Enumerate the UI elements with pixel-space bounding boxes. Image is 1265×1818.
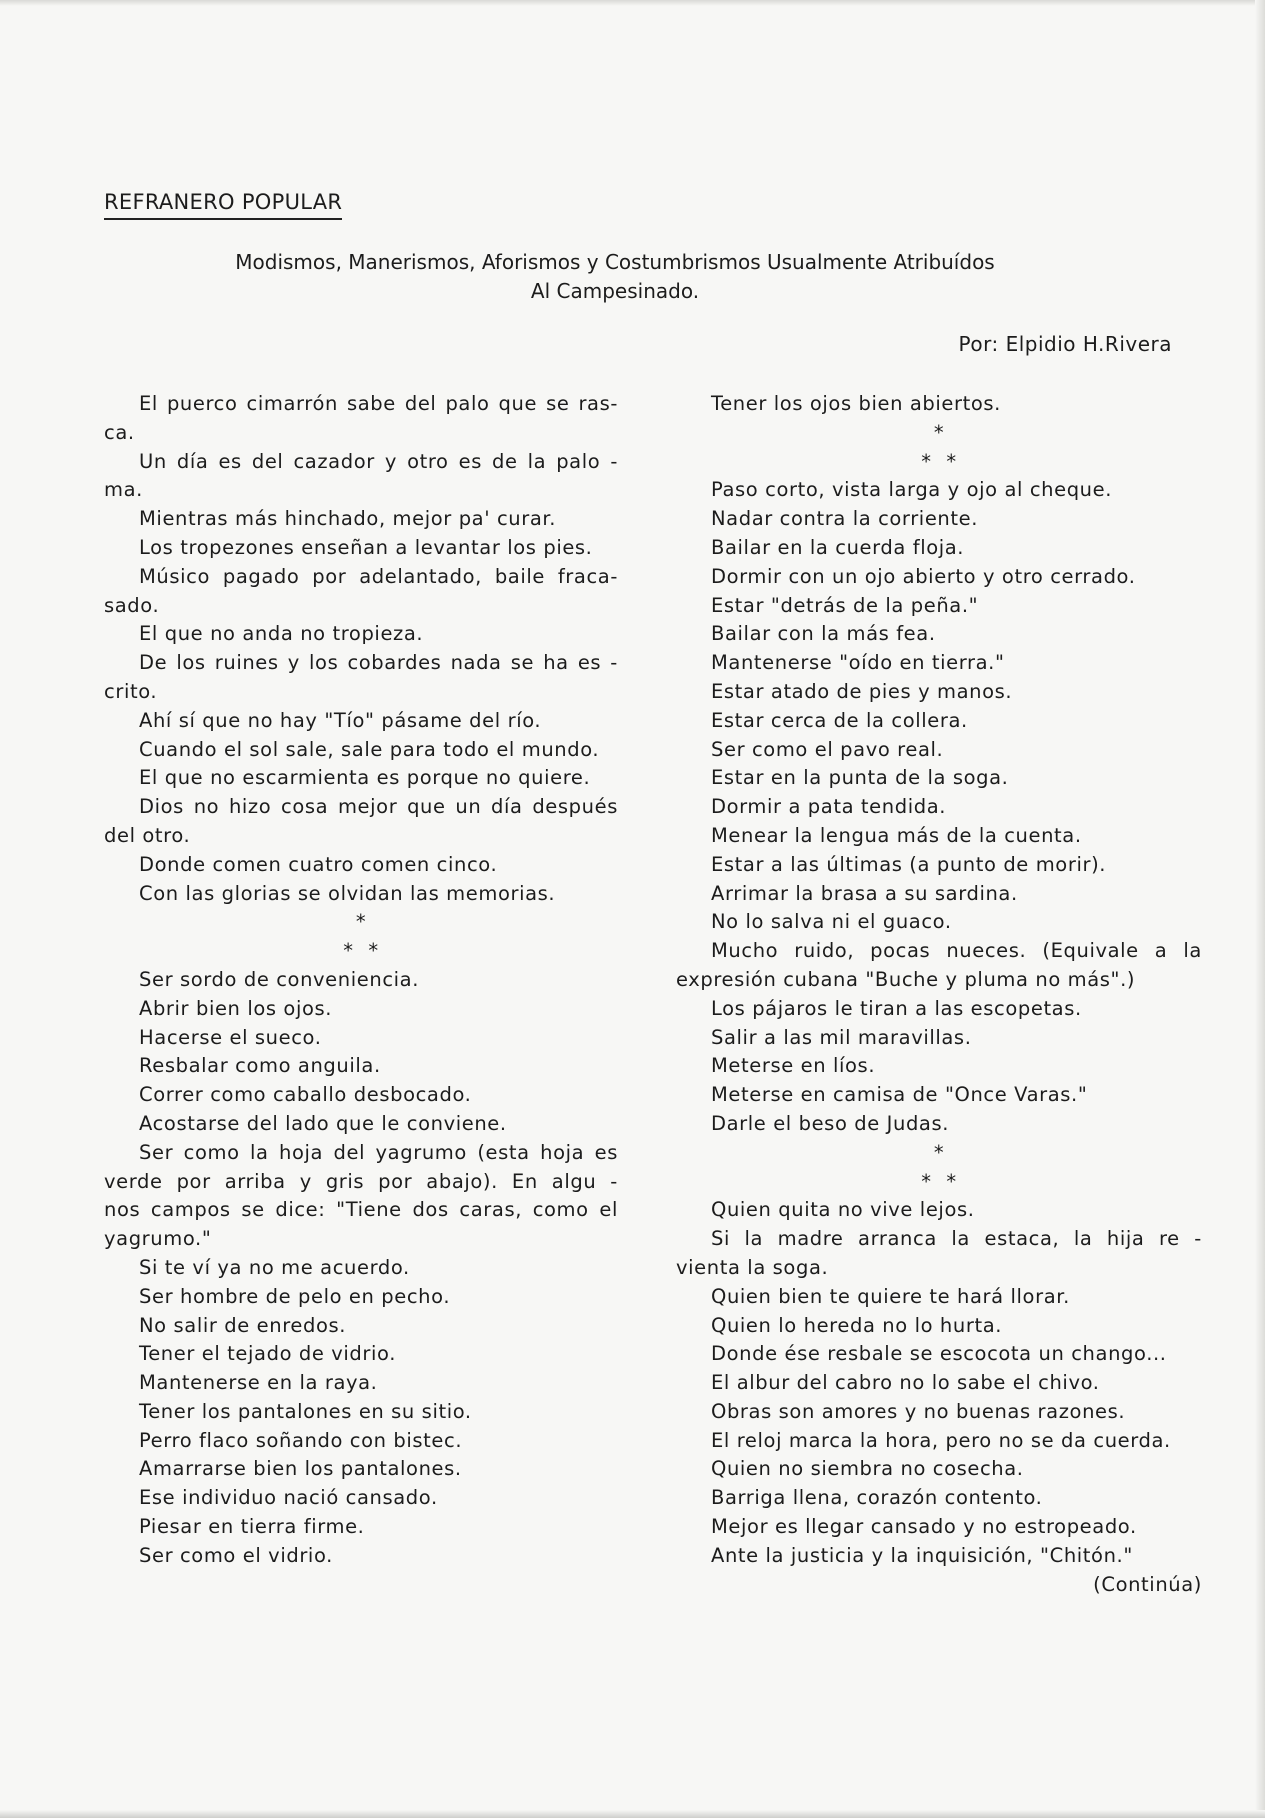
saying-line: vienta la soga.	[676, 1255, 829, 1279]
page-heading: REFRANERO POPULAR	[104, 190, 342, 220]
saying-line: Ser como la hoja del yagrumo (esta hoja es	[139, 1140, 618, 1164]
saying-line: Paso corto, vista larga y ojo al cheque.	[711, 478, 1113, 502]
page-edge-bottom	[0, 1810, 1265, 1818]
saying-line: De los ruines y los cobardes nada se ha es -	[139, 651, 618, 675]
saying-line: Estar "detrás de la peña."	[711, 593, 979, 617]
saying-line: Bailar en la cuerda floja.	[711, 535, 965, 559]
saying-line: Amarrarse bien los pantalones.	[139, 1457, 462, 1481]
saying-line: Estar cerca de la collera.	[711, 708, 968, 732]
right-column	[676, 390, 1202, 1599]
saying-line: ma.	[104, 478, 143, 502]
saying-line: Ser sordo de conveniencia.	[139, 967, 420, 991]
section-separator-star: *	[933, 420, 945, 444]
page-edge-top	[0, 0, 1265, 6]
saying-line: Estar a las últimas (a punto de morir).	[711, 852, 1107, 876]
saying-line: Obras son amores y no buenas razones.	[711, 1399, 1126, 1423]
saying-line: Ser hombre de pelo en pecho.	[139, 1284, 451, 1308]
saying-line: Menear la lengua más de la cuenta.	[711, 823, 1082, 847]
saying-line: Un día es del cazador y otro es de la palo -	[139, 449, 618, 473]
saying-line: El que no anda no tropieza.	[139, 622, 424, 646]
saying-line: No lo salva ni el guaco.	[711, 910, 952, 934]
saying-line: Piesar en tierra firme.	[139, 1515, 365, 1539]
saying-line: Barriga llena, corazón contento.	[711, 1486, 1043, 1510]
saying-line: No salir de enredos.	[139, 1313, 347, 1337]
saying-line: El puerco cimarrón sabe del palo que se ras-	[139, 392, 618, 415]
section-separator-star: *	[933, 1140, 945, 1164]
saying-line: Bailar con la más fea.	[711, 622, 936, 646]
page-edge-right	[1255, 0, 1265, 1818]
saying-line: Tener los ojos bien abiertos.	[711, 392, 1001, 415]
saying-line: Ese individuo nació cansado.	[139, 1486, 438, 1510]
saying-line: Estar en la punta de la soga.	[711, 766, 1009, 790]
saying-line: Nadar contra la corriente.	[711, 507, 979, 531]
section-separator-stars: * *	[921, 449, 957, 473]
subtitle	[160, 248, 1070, 306]
saying-line: Arrimar la brasa a su sardina.	[711, 881, 1018, 905]
saying-line: Cuando el sol sale, sale para todo el mundo.	[139, 737, 600, 761]
saying-line: sado.	[104, 593, 160, 617]
saying-line: Quien bien te quiere te hará llorar.	[711, 1284, 1070, 1308]
saying-line: Mucho ruido, pocas nueces. (Equivale a la	[711, 939, 1202, 963]
saying-line: Ante la justicia y la inquisición, "Chitón."	[711, 1543, 1133, 1567]
saying-line: Músico pagado por adelantado, baile fraca-	[139, 564, 618, 588]
subtitle-line-2: Al Campesinado.	[530, 279, 700, 303]
saying-line: Dios no hizo cosa mejor que un día después	[139, 795, 618, 819]
left-column	[104, 390, 618, 1571]
saying-line: El albur del cabro no lo sabe el chivo.	[711, 1371, 1100, 1395]
saying-line: del otro.	[104, 823, 191, 847]
saying-line: yagrumo."	[104, 1227, 212, 1251]
saying-line: Meterse en camisa de "Once Varas."	[711, 1083, 1088, 1107]
saying-line: Dormir con un ojo abierto y otro cerrado.	[711, 564, 1136, 588]
saying-line: Dormir a pata tendida.	[711, 795, 947, 819]
saying-line: El que no escarmienta es porque no quiere.	[139, 766, 591, 790]
saying-line: Quien lo hereda no lo hurta.	[711, 1313, 1003, 1337]
saying-line: Donde ése resbale se escocota un chango...	[711, 1342, 1167, 1366]
saying-line: expresión cubana "Buche y pluma no más".)	[676, 967, 1136, 991]
continues-label: (Continúa)	[1093, 1572, 1202, 1596]
author-byline: Por: Elpidio H.Rivera	[958, 332, 1172, 356]
saying-line: Quien no siembra no cosecha.	[711, 1457, 1024, 1481]
saying-line: crito.	[104, 679, 158, 703]
saying-line: Ahí sí que no hay "Tío" pásame del río.	[139, 708, 542, 732]
saying-line: Acostarse del lado que le conviene.	[139, 1111, 507, 1135]
subtitle-line-1: Modismos, Manerismos, Aforismos y Costumbrismos Usualmente Atribuídos	[235, 250, 995, 274]
saying-line: Si te ví ya no me acuerdo.	[139, 1255, 410, 1279]
saying-line: Mejor es llegar cansado y no estropeado.	[711, 1515, 1137, 1539]
section-separator-stars: * *	[921, 1169, 957, 1193]
saying-line: Ser como el vidrio.	[139, 1543, 333, 1567]
saying-line: Mantenerse "oído en tierra."	[711, 651, 1005, 675]
saying-line: Meterse en líos.	[711, 1054, 876, 1078]
saying-line: Correr como caballo desbocado.	[139, 1083, 472, 1107]
saying-line: Si la madre arranca la estaca, la hija re -	[711, 1227, 1202, 1251]
saying-line: Abrir bien los ojos.	[139, 996, 333, 1020]
saying-line: Estar atado de pies y manos.	[711, 679, 1013, 703]
saying-line: Salir a las mil maravillas.	[711, 1025, 972, 1049]
saying-line: nos campos se dice: "Tiene dos caras, como el	[104, 1198, 618, 1222]
section-separator-star: *	[355, 910, 367, 934]
saying-line: Mientras más hinchado, mejor pa' curar.	[139, 507, 557, 531]
saying-line: Con las glorias se olvidan las memorias.	[139, 881, 556, 905]
saying-line: Quien quita no vive lejos.	[711, 1198, 975, 1222]
section-separator-stars: * *	[343, 939, 379, 963]
saying-line: El reloj marca la hora, pero no se da cuerda.	[711, 1428, 1171, 1452]
saying-line: Los tropezones enseñan a levantar los pies.	[139, 535, 593, 559]
saying-line: Tener el tejado de vidrio.	[139, 1342, 397, 1366]
saying-line: Ser como el pavo real.	[711, 737, 944, 761]
saying-line: Tener los pantalones en su sitio.	[139, 1399, 472, 1423]
saying-line: verde por arriba y gris por abajo). En algu -	[104, 1169, 618, 1193]
saying-line: ca.	[104, 420, 135, 444]
saying-line: Los pájaros le tiran a las escopetas.	[711, 996, 1082, 1020]
saying-line: Resbalar como anguila.	[139, 1054, 381, 1078]
saying-line: Darle el beso de Judas.	[711, 1111, 950, 1135]
saying-line: Donde comen cuatro comen cinco.	[139, 852, 498, 876]
saying-line: Perro flaco soñando con bistec.	[139, 1428, 463, 1452]
saying-line: Mantenerse en la raya.	[139, 1371, 378, 1395]
saying-line: Hacerse el sueco.	[139, 1025, 322, 1049]
